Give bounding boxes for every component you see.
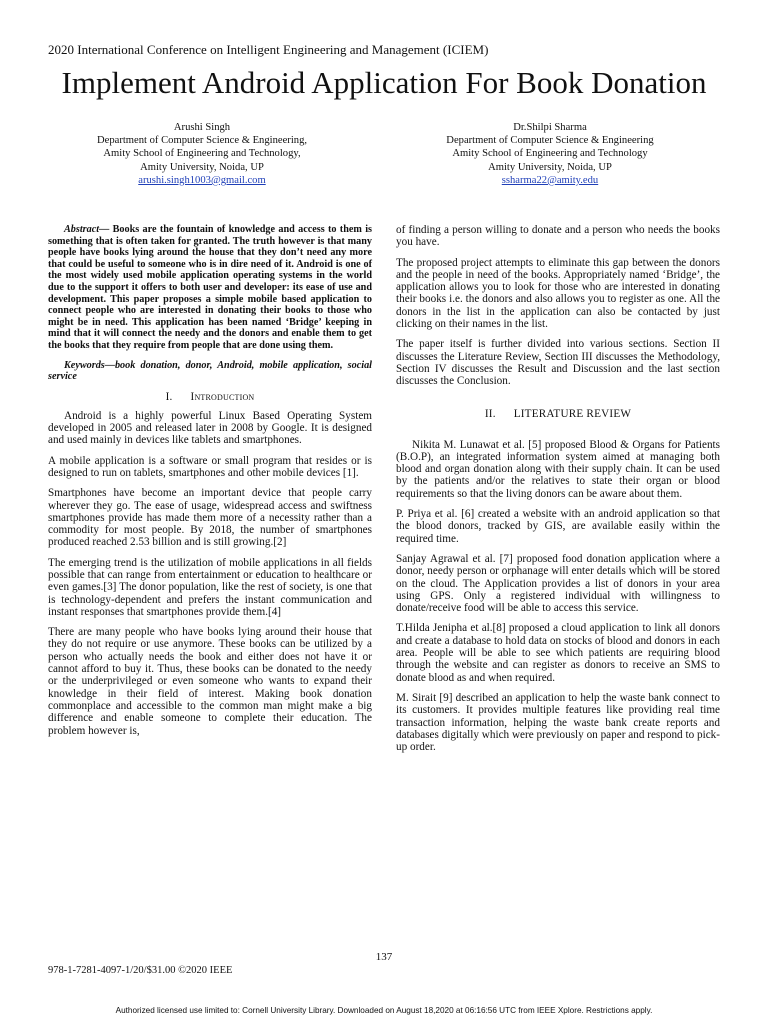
- paragraph: The emerging trend is the utilization of mobile applications in all fields possible that can range from entertainment or education to healthcare or even games.[3] The donor population, like the rest of society, is one that is technology-dependent and prefers the instant communication and instant responses that smartphones provide them.[4]: [48, 556, 372, 618]
- paragraph: Smartphones have become an important device that people carry wherever they go. The ease of usage, widespread access and swiftness smartphones provide has made them more of a necessity rather than a commodity for most people. By 2018, the number of smartphones produced reached 2.53 billion and is still growing.[2]: [48, 487, 372, 549]
- section-number: II.: [484, 407, 496, 420]
- author-email-link[interactable]: arushi.singh1003@gmail.com: [138, 174, 266, 186]
- conference-header: 2020 International Conference on Intelligent Engineering and Management (ICIEM): [48, 42, 489, 57]
- paragraph: The paper itself is further divided into various sections. Section II discusses the Literature Review, Section III discusses the Methodology, Section IV discusses the Result and Discussion and the last section discusses the Conclusion.: [396, 338, 720, 388]
- paragraph: of finding a person willing to donate and a person who needs the books you have.: [396, 224, 720, 249]
- isbn-copyright: 978-1-7281-4097-1/20/$31.00 ©2020 IEEE: [48, 965, 233, 976]
- author-dept: Department of Computer Science & Engineering: [446, 135, 654, 147]
- section-heading-introduction: [48, 391, 372, 404]
- paper-title: Implement Android Application For Book Donation: [61, 65, 707, 100]
- paragraph: M. Sirait [9] described an application to help the waste bank connect to its customers. It provides multiple features like providing real time transaction information, helping the waste bank create reports and databases digitally which were previously on paper and respond to pick-up order.: [396, 691, 720, 754]
- section-title: Introduction: [190, 390, 255, 403]
- author-university: Amity University, Noida, UP: [140, 161, 264, 173]
- author-name: Dr.Shilpi Sharma: [513, 122, 587, 133]
- author-block-2: [400, 121, 700, 187]
- keywords: Keywords—book donation, donor, Android, mobile application, social service: [48, 359, 372, 383]
- paragraph: Android is a highly powerful Linux Based Operating System developed in 2005 and released later in 2008 by Google. It is designed and used mainly in devices like tablets and smartphones.: [48, 409, 372, 447]
- paragraph: There are many people who have books lying around their house that they do not require or use anymore. These books can be utilized by a person who actually needs the book and either does not have it or cannot afford to buy it. Thus, these books can be donated to the needy or the underprivileged or even someone who wants to expand their knowledge in their field of interest. Making book donation commonplace and accessible to the common man might make a big difference and enable someone to complete their education. The problem however is,: [48, 626, 372, 737]
- author-block-1: [52, 121, 352, 187]
- paragraph: T.Hilda Jenipha et al.[8] proposed a cloud application to link all donors and create a database to hold data on stocks of blood and donors in each area. People will be able to see which patients are requiring blood through the website and can register as donors to receive an SMS to donate blood as and when required.: [396, 622, 720, 684]
- author-dept: Department of Computer Science & Engineering,: [96, 135, 308, 147]
- section-title: LITERATURE REVIEW: [513, 407, 632, 420]
- author-university: Amity University, Noida, UP: [488, 161, 612, 173]
- section-number: I.: [165, 390, 173, 403]
- paragraph: The proposed project attempts to eliminate this gap between the donors and the people in need of the books. Appropriately named ‘Bridge’, the application allows you to look for those who are interested in donating their books i.e. the donors and also allows you to register as one. All the donors in the list in the application can also be contacted by just clicking on their names in the list.: [396, 256, 720, 331]
- license-notice: Authorized licensed use limited to: Cornell University Library. Downloaded on August 18,2020 at 06:16:56 UTC from IEEE Xplore. Restrictions apply.: [115, 1006, 653, 1015]
- left-column: [48, 224, 372, 745]
- abstract-label: Abstract—: [64, 224, 110, 235]
- paragraph: Nikita M. Lunawat et al. [5] proposed Blood & Organs for Patients (B.O.P), an integrated information system aimed at managing both blood and organ donation along with their supply chain. It can be used by the patients and/or the relatives to state their organ or blood requirements so that the living donors can be aware about them.: [396, 438, 720, 500]
- right-column: [396, 224, 720, 761]
- paragraph: P. Priya et al. [6] created a website with an android application so that the blood donors, tracked by GIS, are available easily within the required time.: [396, 508, 720, 545]
- author-email-link[interactable]: ssharma22@amity.edu: [501, 174, 599, 186]
- paragraph: A mobile application is a software or small program that resides or is designed to run on tablets, smartphones and other mobile devices [1].: [48, 454, 372, 479]
- author-name: Arushi Singh: [173, 122, 231, 133]
- author-school: Amity School of Engineering and Technology,: [103, 148, 301, 160]
- abstract: [48, 224, 372, 352]
- page-number: 137: [375, 951, 393, 963]
- author-school: Amity School of Engineering and Technology: [452, 148, 648, 160]
- section-heading-literature-review: [396, 408, 720, 421]
- abstract-text: Books are the fountain of knowledge and access to them is something that is often taken for granted. The truth however is that many people have books lying around the house that they don’t need any more that could be useful to someone who is in dire need of it. Android is one of the most widely used mobile application operating systems in the world due to the support it offers to both user and developer: its ease of use and development. This paper proposes a simple mobile based application to connect people who are interested in donating their books to those who might be in need. This application has been named ‘Bridge’ keeping in mind that it will connect the needy and the donors and enable them to get the books that they require from people that are done using them.: [48, 224, 372, 351]
- paragraph: Sanjay Agrawal et al. [7] proposed food donation application where a donor, needy person or orphanage will enter details which will be stored on the cloud. The Application provides a list of donors in your area using GPS. Only a registered individual with willingness to donate/receive food will be able to access this service.: [396, 552, 720, 615]
